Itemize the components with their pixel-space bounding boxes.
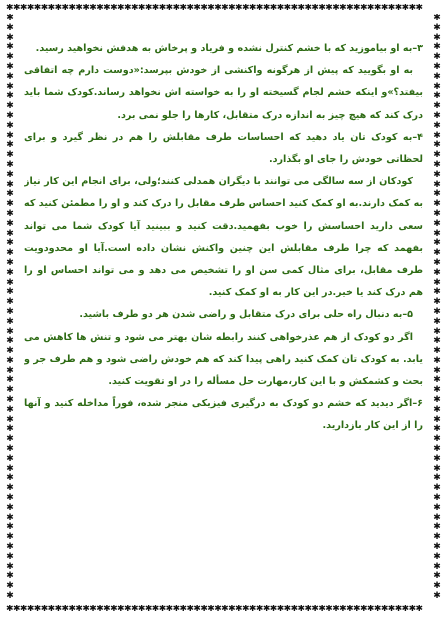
paragraph-tip-4: ۴–به کودک تان یاد دهید که احساسات طرف مقابلش را هم در نظر گیرد و برای لحظاتی خودش را جای او بگذارد. (24, 131, 423, 166)
paragraph-tip-6: ۶–اگر دیدید که خشم دو کودک به درگیری فیزیکی منجر شده، فوراً مداخله کنید و آنها را از این کار بازدارید. (24, 398, 423, 432)
paragraph-tip-5-detail: اگر دو کودک از هم عذرخواهی کنند رابطه شان بهتر می شود و تنش ها کاهش می یابد. به کودک تان کمک کنید راهی پیدا کند که هم خودش راضی شود و هم طرف جر و بحث و کشمکش و با این کار،مهارت حل مسأله را در او تقویت کنید. (24, 331, 423, 388)
paragraph-tip-4-detail: کودکان از سه سالگی می توانند با دیگران همدلی کنند؛ولی، برای انجام این کار نیاز به کمک دارند.به او کمک کنید احساس طرف مقابل را درک کند و او را مطمئن کنید که سعی دارید احساسش را خوب بفهمید.دقت کنید و ببینید آیا کودک شما می تواند بفهمد که چرا طرف مقابلش این چنین واکنش نشان داده است.آیا او محدودویت طرف مقابل، برای مثال کمی سن او را تشخیص می دهد و می تواند احساس او را هم درک کند یا خیر.در این کار به او کمک کنید. (24, 176, 423, 299)
paragraph-tip-3-detail: به او بگویید که پیش از هرگونه واکنشی از خودش بپرسد:«دوست دارم چه اتفاقی بیفتد؟»و اینکه خشم لجام گسیخته او را به خواسته اش نخواهد رساند.کودک شما باید درک کند که هیچ چیز به اندازه درک متقابل، کارها را جلو نمی برد. (24, 65, 423, 121)
decorative-border-top: ✱✱✱✱✱✱✱✱✱✱✱✱✱✱✱✱✱✱✱✱✱✱✱✱✱✱✱✱✱✱✱✱✱✱✱✱✱✱✱✱✱✱✱✱✱✱✱✱✱✱✱✱✱✱✱✱✱✱✱✱ (6, 4, 423, 13)
paragraph-tip-5: ۵–به دنبال راه حلی برای درک متقابل و راضی شدن هر دو طرف باشید. (79, 309, 413, 321)
paragraph-tip-3: ۳–به او بیاموزید که با خشم کنترل نشده و فریاد و پرخاش به هدفش نخواهید رسید. (35, 43, 423, 54)
decorative-border-bottom: ✱✱✱✱✱✱✱✱✱✱✱✱✱✱✱✱✱✱✱✱✱✱✱✱✱✱✱✱✱✱✱✱✱✱✱✱✱✱✱✱✱✱✱✱✱✱✱✱✱✱✱✱✱✱✱✱✱✱✱✱ (6, 605, 423, 614)
decorative-border-right: ✱✱✱✱✱✱✱✱✱✱✱✱✱✱✱✱✱✱✱✱✱✱✱✱✱✱✱✱✱✱✱✱✱✱✱✱✱✱✱✱✱✱✱✱✱✱✱✱✱✱✱✱✱✱✱✱✱✱✱✱ (433, 14, 441, 602)
document-body (24, 38, 423, 598)
decorative-border-left: ✱✱✱✱✱✱✱✱✱✱✱✱✱✱✱✱✱✱✱✱✱✱✱✱✱✱✱✱✱✱✱✱✱✱✱✱✱✱✱✱✱✱✱✱✱✱✱✱✱✱✱✱✱✱✱✱✱✱✱✱ (6, 14, 14, 602)
